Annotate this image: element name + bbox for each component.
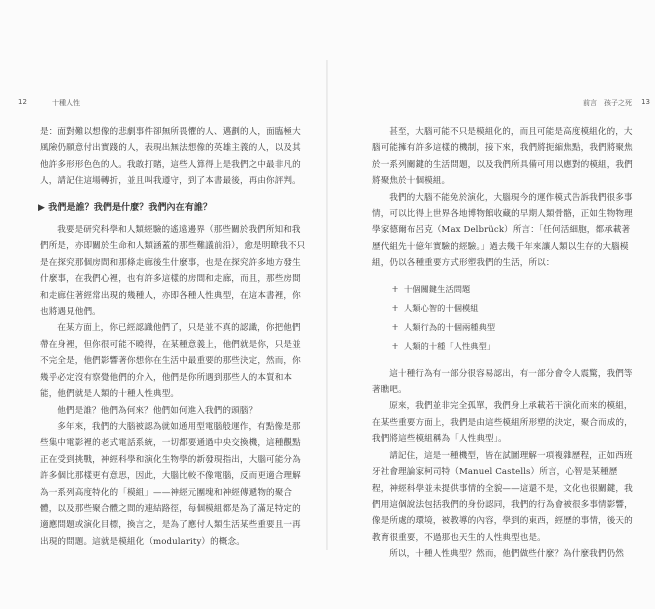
paragraph: 在某方面上，你已經認識他們了，只是並不真的認識，你把他們帶在身裡，但你很可能不曉得，在某種意義上，他們就是你，只是並不完全是，他們影響著你想你在生活中最重要的那些決定，然而，你幾乎必定沒有察覺他們的介入，他們是你所遇到那些人的本質和本能，他們就是人類的十種人性典型。 (40, 323, 301, 400)
paragraph: 甚至，大腦可能不只是模組化的，而且可能是高度模組化的，大腦可能擁有許多這樣的機制，接下來，我們將扼縮焦點，我們將聚焦於一系列關鍵的生活問題，以及我們所具備可用以應對的模組，我們將聚焦於十個模組。 (372, 127, 633, 187)
right-page (350, 0, 650, 609)
bullet-icon: ⵜ (392, 321, 399, 332)
paragraph: 我要是研究科學和人類經驗的遙遠邊界（那些關於我們所知和我們所是，亦即關於生命和人類涵蓋的那些難議前沿），愈是明瞭我不只是在探究那個房間和那條走廊後生什麼事，也是在探究許多地方發生什麼事，在我們心裡，也有許多這樣的房間和走廊，而且，那些房間和走廊住著經常出現的幾種人，亦即各種人性典型，在這本書裡，你也將遇見他們。 (40, 225, 306, 318)
list-item: ⵜ 人類的十種「人性典型」 (392, 337, 634, 356)
paragraph: 是：面對難以想像的悲劇事件卻無所畏懼的人、邁劃的人，面臨極大風險仍願意付出實踐的人，表現出無法想像的英雄主義的人，以及其他許多形形色色的人。我敢打賭，這些人算得上是我們之中最非凡的人，請記住這場轉折，並且叫我遵守，到了本書最後，再由你評判。 (40, 127, 301, 187)
paragraph: 他們是誰？他們為何來？他們如何進入我們的頭腦？ (57, 405, 258, 416)
list-item: ⵜ 人類心智的十個模組 (392, 299, 634, 318)
left-page-number: 12 (18, 98, 27, 106)
bullet-icon: ⵜ (392, 340, 399, 351)
section-heading: ▶ 我們是誰？我們是什麼？我們內在有誰？ (38, 202, 213, 213)
left-running-head: 十種人性 (52, 99, 80, 107)
paragraph: 這十種行為有一部分很容易認出，有一部分會令人震驚，我們等著瞧吧。 (372, 368, 633, 396)
paragraph: 原來，我們並非完全孤單，我們身上承載若干演化而來的模組，在某些重要方面上，我們是由這些模組所形塑的決定，聚合而成的，我們將這些模組稱為「人性典型」。 (372, 401, 633, 445)
right-page-body (372, 124, 634, 563)
paragraph: 請記住，這是一種機型，皆在試圖理解一項複雜歷程，正如西班牙社會理論家柯司特（Manuel Castells）所言，心智是某種歷程，神經科學並未提供事情的全貌——這還不是，文化也很關鍵，我們用這個說法包括我們的身份認同，我們的行為會被很多事情影響，像是所處的環境，被教導的內容，學到的東西，經歷的事情，後天的教育很重要，不過那也天生的人性典型也是。 (372, 450, 633, 543)
archetype-list (392, 280, 634, 356)
left-page (18, 0, 318, 609)
book-gutter (326, 60, 328, 550)
paragraph: 我們的大腦不能免於演化，大腦現今的運作模式告訴我們很多事情，可以比得上世界各地博物館收藏的早期人類骨骼，正如生物物理學家德爾布呂克（Max Delbrück）所言：「任何活細胞，都承載著歷代組先十億年實驗的經驗。」過去幾千年來讓人類以生存的大腦模組，仍以各種重要方式形塑我們的生活，所以： (372, 192, 633, 269)
right-page-number: 13 (641, 98, 650, 106)
list-item: ⵜ 人類行為的十個兩種典型 (392, 318, 634, 337)
paragraph: 所以，十種人性典型？然而，他們做些什麼？為什麼我們仍然 (389, 549, 624, 560)
left-page-body (40, 124, 308, 550)
list-item: ⵜ 十個關鍵生活問題 (392, 280, 634, 299)
bullet-icon: ⵜ (392, 283, 399, 294)
right-running-head: 前言 孩子之死 (583, 99, 632, 107)
paragraph: 多年來，我們的大腦被認為就如通用型電腦般運作，有點像是那些集中電影裡的老式電話系統，一切都要通過中央交換機，這種觀點正在受到挑戰，神經科學和演化生物學的新發現指出，大腦可能分為許多個比那樣更有意思，因此，大腦比較不像電腦，反而更適合理解為一系列高度特化的「模組」——神經元團塊和神經傳遞物的聚合體，以及那些聚合體之間的連結路徑，每個模組都是為了滿足特定的適應問題或演化目標，換言之，是為了應付人類生活某些重要且一再出現的問題。這就是模組化（modularity）的概念。 (40, 421, 301, 547)
bullet-icon: ⵜ (392, 302, 399, 313)
